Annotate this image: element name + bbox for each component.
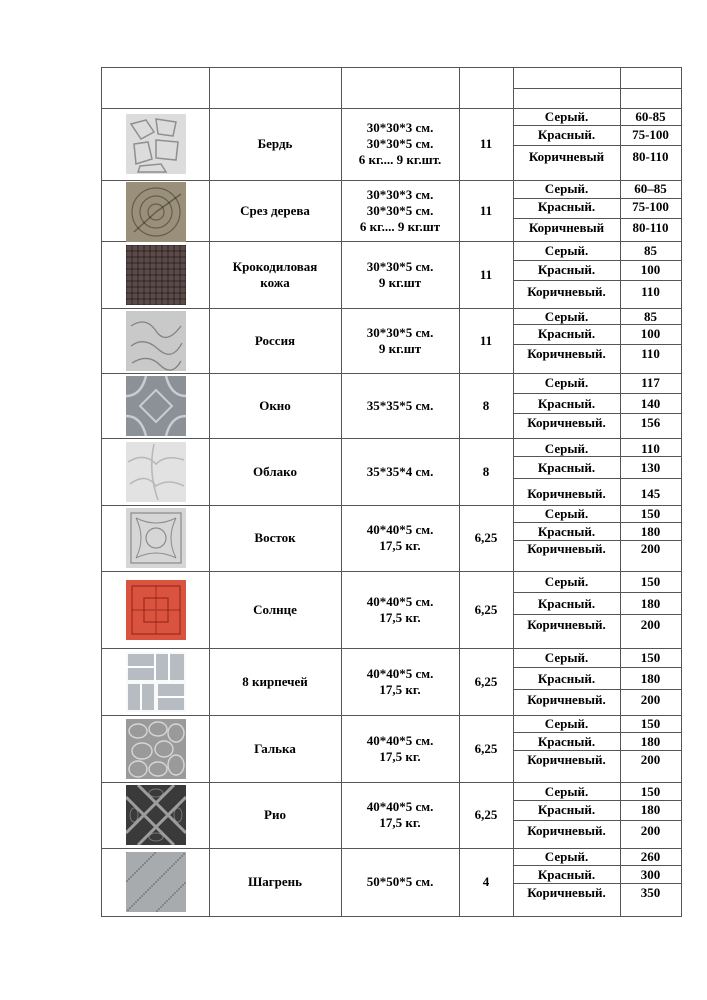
- price-color-label: Серый.: [544, 574, 589, 589]
- price-color-label: Красный.: [537, 867, 596, 882]
- shagreen-icon: [126, 852, 186, 912]
- pebble-icon: [126, 719, 186, 779]
- price-row: [513, 752, 681, 768]
- product-size-line: 30*30*5 см.: [366, 324, 434, 340]
- price-sub-border: [513, 667, 682, 668]
- product-name: [209, 308, 341, 373]
- price-row: [513, 220, 681, 236]
- product-name-line: Шагрень: [247, 874, 303, 889]
- texture-icon: [126, 311, 186, 371]
- product-qty: 4: [482, 874, 490, 889]
- price-value: 80-110: [632, 220, 669, 235]
- product-name-line: Россия: [254, 332, 296, 348]
- price-color-label: Красный.: [537, 802, 596, 817]
- price-row: [513, 309, 681, 325]
- price-row: [513, 823, 681, 839]
- price-color-label: Серый.: [544, 716, 589, 731]
- table-column-border: [101, 67, 102, 916]
- price-row: [513, 243, 681, 259]
- table-row-border: [101, 916, 682, 917]
- price-color-label: Серый.: [544, 650, 589, 665]
- product-name-line: Окно: [259, 397, 291, 413]
- product-size-line: 40*40*5 см.: [366, 522, 434, 537]
- price-color-label: Коричневый.: [527, 692, 606, 707]
- price-value: 130: [640, 460, 661, 475]
- wood-cut-icon: [126, 182, 186, 242]
- product-name-line: Рио: [264, 807, 286, 822]
- price-sub-border: [513, 614, 682, 615]
- product-size-line: 35*35*4 см.: [366, 463, 434, 479]
- price-value: 140: [640, 396, 661, 411]
- price-row: [513, 396, 681, 412]
- product-qty: 11: [479, 266, 493, 282]
- product-size-line: 30*30*5 см.: [366, 202, 434, 218]
- ornament-icon: [126, 508, 186, 568]
- price-row: [513, 692, 681, 708]
- product-size: [341, 571, 459, 648]
- price-value: 145: [640, 486, 661, 501]
- price-color-label: Серый.: [544, 181, 589, 196]
- price-value: 200: [640, 541, 661, 556]
- product-name: [209, 241, 341, 308]
- product-name-line: Галька: [254, 740, 296, 756]
- price-row: [513, 802, 681, 818]
- product-name: [209, 848, 341, 916]
- price-row: [513, 574, 681, 590]
- price-value: 150: [640, 574, 661, 589]
- sun-icon: [126, 580, 186, 640]
- price-color-label: Серый.: [544, 375, 589, 390]
- price-value: 180: [640, 734, 661, 749]
- price-value: 200: [640, 617, 661, 632]
- price-value: 150: [640, 506, 661, 521]
- product-name: [209, 108, 341, 180]
- product-name-line: Восток: [254, 530, 296, 545]
- product-size-line: 30*30*3 см.: [366, 186, 434, 202]
- price-value: 110: [641, 284, 660, 299]
- price-row: [513, 199, 681, 215]
- price-value: 85: [644, 309, 657, 324]
- price-color-label: Коричневый.: [527, 284, 606, 299]
- price-row: [513, 650, 681, 666]
- price-value: 60-85: [635, 109, 666, 124]
- product-size: [341, 373, 459, 438]
- product-name: [209, 505, 341, 571]
- price-color-label: Красный.: [537, 734, 596, 749]
- price-row: [513, 127, 681, 143]
- price-value: 85: [644, 243, 657, 258]
- price-row: [513, 415, 681, 431]
- product-size: [341, 782, 459, 848]
- price-value: 117: [641, 375, 660, 390]
- price-color-label: Серый.: [544, 243, 589, 258]
- product-qty: 11: [479, 202, 493, 218]
- price-color-label: Коричневый.: [527, 541, 606, 556]
- product-qty: 6,25: [474, 530, 498, 545]
- price-color-label: Красный.: [537, 326, 596, 341]
- price-row: [513, 181, 681, 197]
- product-size: [341, 241, 459, 308]
- product-size: [341, 108, 459, 180]
- price-color-label: Красный.: [537, 127, 596, 142]
- table-row-border: [101, 67, 682, 68]
- product-name: [209, 438, 341, 505]
- price-color-label: Серый.: [544, 441, 589, 456]
- price-value: 60–85: [634, 181, 667, 196]
- price-row: [513, 284, 681, 300]
- price-row: [513, 596, 681, 612]
- price-color-label: Красный.: [537, 460, 596, 475]
- price-sub-border: [513, 280, 682, 281]
- product-name-line: Облако: [253, 463, 297, 479]
- price-color-label: Коричневый.: [527, 752, 606, 767]
- product-size: [341, 505, 459, 571]
- price-value: 80-110: [632, 149, 669, 164]
- product-qty: 11: [479, 136, 493, 151]
- price-row: [513, 441, 681, 457]
- product-size-line: 17,5 кг.: [379, 681, 421, 697]
- product-size-line: 9 кг.шт: [378, 274, 422, 290]
- price-color-label: Красный.: [537, 396, 596, 411]
- price-value: 180: [640, 596, 661, 611]
- product-qty: 6,25: [474, 601, 498, 617]
- product-size-line: 6 кг.... 9 кг.шт: [359, 218, 441, 234]
- price-sub-border: [513, 800, 682, 801]
- cloud-icon: [126, 442, 186, 502]
- price-value: 180: [640, 802, 661, 817]
- stone-icon: [126, 114, 186, 174]
- price-color-label: Красный.: [537, 524, 596, 539]
- product-qty: 6,25: [474, 740, 498, 756]
- price-color-label: Коричневый.: [527, 486, 606, 501]
- price-row: [513, 849, 681, 865]
- product-size-line: 40*40*5 см.: [366, 799, 434, 814]
- product-name: [209, 782, 341, 848]
- product-name-line: 8 кирпечей: [242, 673, 308, 689]
- product-size-line: 40*40*5 см.: [366, 593, 434, 609]
- product-name-line: Солнце: [253, 601, 297, 617]
- price-color-label: Коричневый.: [527, 415, 606, 430]
- price-sub-border: [513, 393, 682, 394]
- price-sub-border: [513, 344, 682, 345]
- price-sub-border: [513, 522, 682, 523]
- price-row: [513, 486, 681, 502]
- price-value: 150: [640, 650, 661, 665]
- product-size-line: 30*30*5 см.: [366, 136, 434, 151]
- price-sub-border: [513, 125, 682, 126]
- price-row: [513, 671, 681, 687]
- product-size-line: 17,5 кг.: [379, 815, 421, 830]
- product-name-line: Срез дерева: [240, 202, 310, 218]
- price-value: 110: [641, 346, 660, 361]
- price-sub-border: [513, 820, 682, 821]
- price-row: [513, 506, 681, 522]
- price-value: 200: [640, 823, 661, 838]
- price-value: 300: [640, 867, 661, 882]
- price-sub-border: [513, 732, 682, 733]
- price-row: [513, 867, 681, 883]
- product-qty: 8: [482, 397, 490, 413]
- price-row: [513, 109, 681, 125]
- rio-icon: [126, 785, 186, 845]
- price-row: [513, 375, 681, 391]
- product-qty: 8: [482, 463, 490, 479]
- price-value: 150: [640, 784, 661, 799]
- product-size-line: 40*40*5 см.: [366, 665, 434, 681]
- product-name: [209, 373, 341, 438]
- product-size-line: 6 кг.... 9 кг.шт.: [358, 152, 442, 167]
- price-value: 100: [640, 326, 661, 341]
- price-sub-border: [513, 592, 682, 593]
- price-row: [513, 617, 681, 633]
- price-value: 100: [640, 262, 661, 277]
- price-value: 200: [640, 752, 661, 767]
- product-size-line: 17,5 кг.: [379, 609, 421, 625]
- price-sub-border: [513, 260, 682, 261]
- price-value: 110: [641, 441, 660, 456]
- price-row: [513, 149, 681, 165]
- product-size-line: 9 кг.шт: [378, 340, 422, 356]
- price-color-label: Серый.: [544, 849, 589, 864]
- product-qty: 11: [479, 332, 493, 348]
- product-size: [341, 438, 459, 505]
- price-value: 156: [640, 415, 661, 430]
- price-sub-border: [513, 413, 682, 414]
- product-size-line: 50*50*5 см.: [366, 874, 434, 889]
- header-sub-border: [513, 88, 682, 89]
- product-name: [209, 180, 341, 241]
- price-row: [513, 716, 681, 732]
- product-size: [341, 848, 459, 916]
- price-color-label: Коричневый.: [527, 617, 606, 632]
- product-name: [209, 571, 341, 648]
- price-sub-border: [513, 689, 682, 690]
- product-name: [209, 715, 341, 782]
- product-name-line: Бердь: [257, 136, 293, 151]
- product-qty: 6,25: [474, 807, 498, 822]
- price-color-label: Серый.: [544, 506, 589, 521]
- table-column-border: [681, 67, 682, 916]
- price-value: 75-100: [632, 199, 669, 214]
- product-size: [341, 180, 459, 241]
- price-color-label: Коричневый.: [527, 823, 606, 838]
- product-size-line: 30*30*3 см.: [366, 120, 434, 135]
- product-name-line: Крокодиловая: [232, 258, 318, 274]
- product-size: [341, 715, 459, 782]
- window-icon: [126, 376, 186, 436]
- product-qty: 6,25: [474, 673, 498, 689]
- price-value: 200: [640, 692, 661, 707]
- product-size-line: 35*35*5 см.: [366, 397, 434, 413]
- price-row: [513, 460, 681, 476]
- price-value: 260: [640, 849, 661, 864]
- product-size-line: 40*40*5 см.: [366, 732, 434, 748]
- price-sub-border: [513, 883, 682, 884]
- bricks-icon: [126, 652, 186, 712]
- price-sub-border: [513, 865, 682, 866]
- price-value: 75-100: [632, 127, 669, 142]
- product-size-line: 17,5 кг.: [379, 538, 421, 553]
- price-color-label: Серый.: [544, 309, 589, 324]
- price-row: [513, 326, 681, 342]
- price-color-label: Красный.: [537, 199, 596, 214]
- price-color-label: Коричневый: [528, 149, 605, 164]
- price-sub-border: [513, 145, 682, 146]
- price-color-label: Коричневый: [528, 220, 605, 235]
- grid-icon: [126, 245, 186, 305]
- price-row: [513, 734, 681, 750]
- price-color-label: Красный.: [537, 671, 596, 686]
- product-name-line: кожа: [260, 274, 290, 290]
- product-size: [341, 648, 459, 715]
- price-row: [513, 346, 681, 362]
- price-row: [513, 784, 681, 800]
- price-value: 350: [640, 885, 661, 900]
- price-color-label: Красный.: [537, 596, 596, 611]
- product-size-line: 30*30*5 см.: [366, 258, 434, 274]
- price-sub-border: [513, 218, 682, 219]
- product-size: [341, 308, 459, 373]
- price-row: [513, 262, 681, 278]
- price-value: 150: [640, 716, 661, 731]
- price-value: 180: [640, 524, 661, 539]
- price-row: [513, 524, 681, 540]
- product-name: [209, 648, 341, 715]
- price-color-label: Серый.: [544, 109, 589, 124]
- price-color-label: Серый.: [544, 784, 589, 799]
- price-color-label: Красный.: [537, 262, 596, 277]
- price-color-label: Коричневый.: [527, 885, 606, 900]
- price-color-label: Коричневый.: [527, 346, 606, 361]
- price-row: [513, 541, 681, 557]
- product-size-line: 17,5 кг.: [379, 748, 421, 764]
- price-sub-border: [513, 750, 682, 751]
- price-row: [513, 885, 681, 901]
- price-sub-border: [513, 478, 682, 479]
- price-value: 180: [640, 671, 661, 686]
